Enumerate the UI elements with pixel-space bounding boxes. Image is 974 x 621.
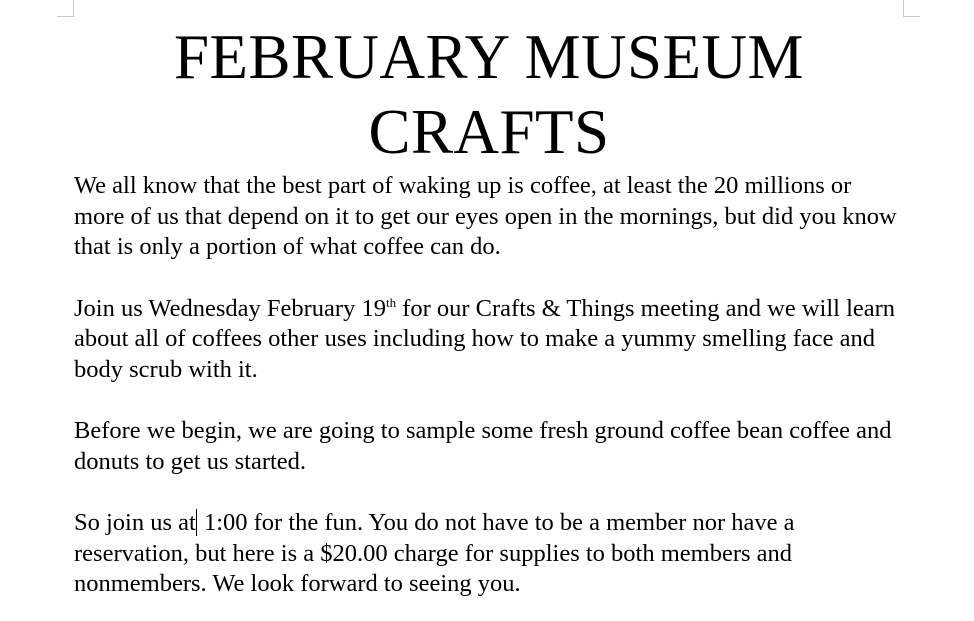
title-line-2: CRAFTS	[368, 97, 610, 167]
margin-corner-top-left	[57, 0, 74, 17]
paragraph-join[interactable]	[74, 508, 904, 600]
text-cursor	[196, 509, 197, 536]
margin-corner-top-right	[903, 0, 920, 17]
paragraph-sample[interactable]: Before we begin, we are going to sample some fresh ground coffee bean coffee and donuts to get us started.	[74, 417, 892, 475]
paragraph-intro[interactable]: We all know that the best part of waking up is coffee, at least the 20 millions or more of us that depend on it to get our eyes open in the mornings, but did you know that is only a portion of what coffee can do.	[74, 172, 897, 260]
title-line-1: FEBRUARY MUSEUM	[173, 22, 805, 92]
paragraph-meeting[interactable]	[74, 294, 904, 386]
paragraph-meeting-text-end: for our Crafts & Things meeting and we will learn about all of coffees other uses including how to make a yummy smelling face and body scrub with it.	[74, 294, 896, 383]
ordinal-superscript: th	[385, 294, 397, 310]
paragraph-meeting-text-start: Join us Wednesday February 19	[74, 294, 386, 322]
document-title[interactable]	[74, 20, 904, 170]
document-body[interactable]	[74, 20, 904, 600]
paragraph-join-text-end: 1:00 for the fun. You do not have to be a member nor have a reservation, but here is a $20.00 charge for supplies to both members and nonmembers. We look forward to seeing you.	[74, 509, 795, 597]
paragraph-join-text-start: So join us at	[74, 509, 196, 536]
